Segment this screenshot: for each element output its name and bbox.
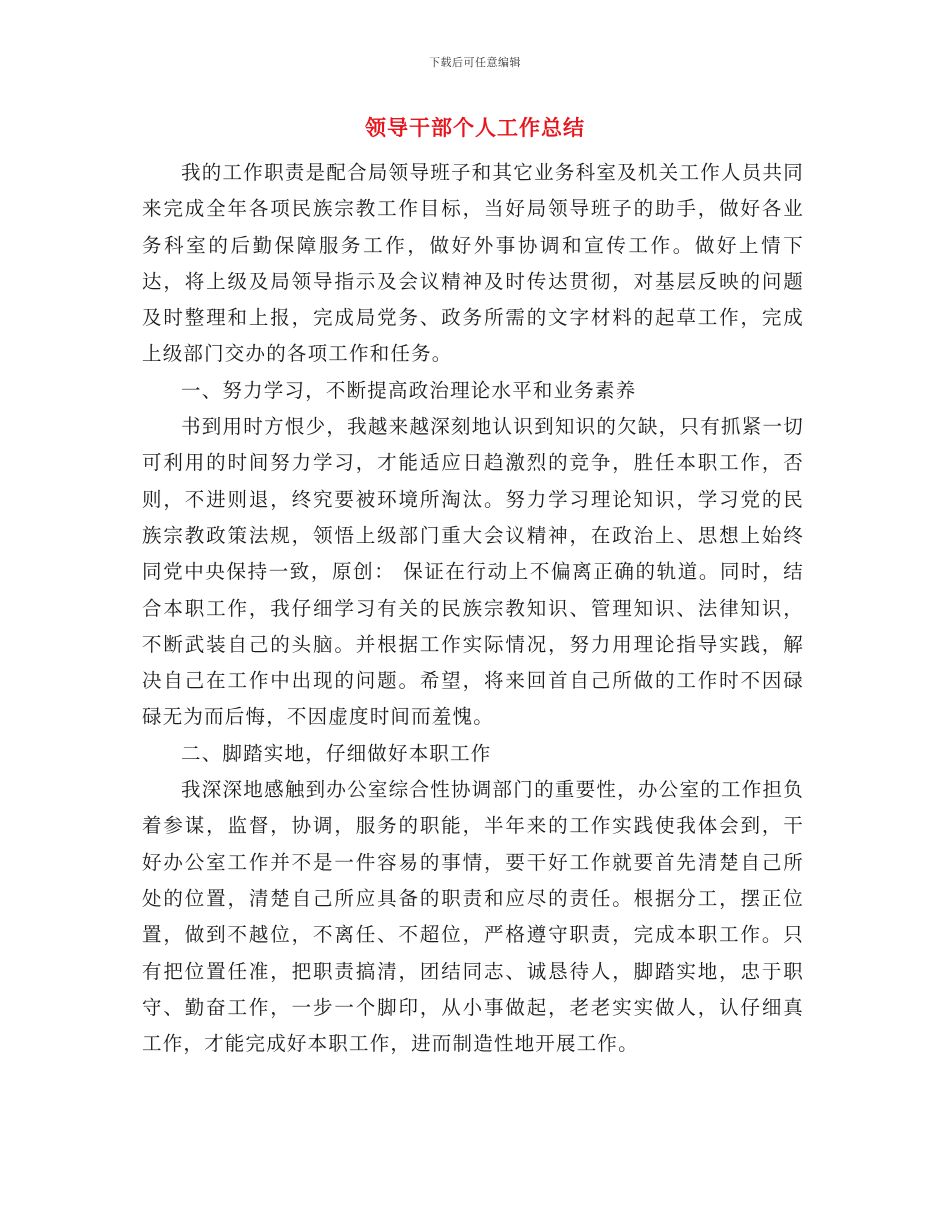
paragraph-section-2: 我深深地感触到办公室综合性协调部门的重要性，办公室的工作担负着参谋，监督，协调，服务的职能，半年来的工作实践使我体会到，干好办公室工作并不是一件容易的事情，要干好工作就要首先清楚自己所处的位置，清楚自己所应具备的职责和应尽的责任。根据分工，摆正位置，做到不越位，不离任、不超位，严格遵守职责，完成本职工作。只有把位置任准，把职责搞清，团结同志、诚恳待人，脚踏实地，忠于职守、勤奋工作，一步一个脚印，从小事做起，老老实实做人，认仔细真工作，才能完成好本职工作，进而制造性地开展工作。 xyxy=(142,778,804,1056)
document-body xyxy=(142,155,804,1062)
paragraph-intro: 我的工作职责是配合局领导班子和其它业务科室及机关工作人员共同来完成全年各项民族宗教工作目标，当好局领导班子的助手，做好各业务科室的后勤保障服务工作，做好外事协调和宣传工作。做好上情下达，将上级及局领导指示及会议精神及时传达贯彻，对基层反映的问题及时整理和上报，完成局党务、政务所需的文字材料的起草工作，完成上级部门交办的各项工作和任务。 xyxy=(142,161,804,366)
paragraph-section-1: 书到用时方恨少，我越来越深刻地认识到知识的欠缺，只有抓紧一切可利用的时间努力学习，才能适应日趋激烈的竞争，胜任本职工作，否则，不进则退，终究要被环境所淘汰。努力学习理论知识，学习党的民族宗教政策法规，领悟上级部门重大会议精神，在政治上、思想上始终同党中央保持一致，原创： 保证在行动上不偏离正确的轨道。同时，结合本职工作，我仔细学习有关的民族宗教知识、管理知识、法律知识，不断武装自己的头脑。并根据工作实际情况，努力用理论指导实践，解决自己在工作中出现的问题。希望，将来回首自己所做的工作时不因碌碌无为而后悔，不因虚度时间而羞愧。 xyxy=(142,415,804,729)
header-note: 下载后可任意编辑 xyxy=(429,56,521,69)
section-heading-2: 二、脚踏实地，仔细做好本职工作 xyxy=(181,741,492,765)
document-title: 领导干部个人工作总结 xyxy=(365,115,585,140)
section-heading-1: 一、努力学习，不断提高政治理论水平和业务素养 xyxy=(181,378,637,402)
